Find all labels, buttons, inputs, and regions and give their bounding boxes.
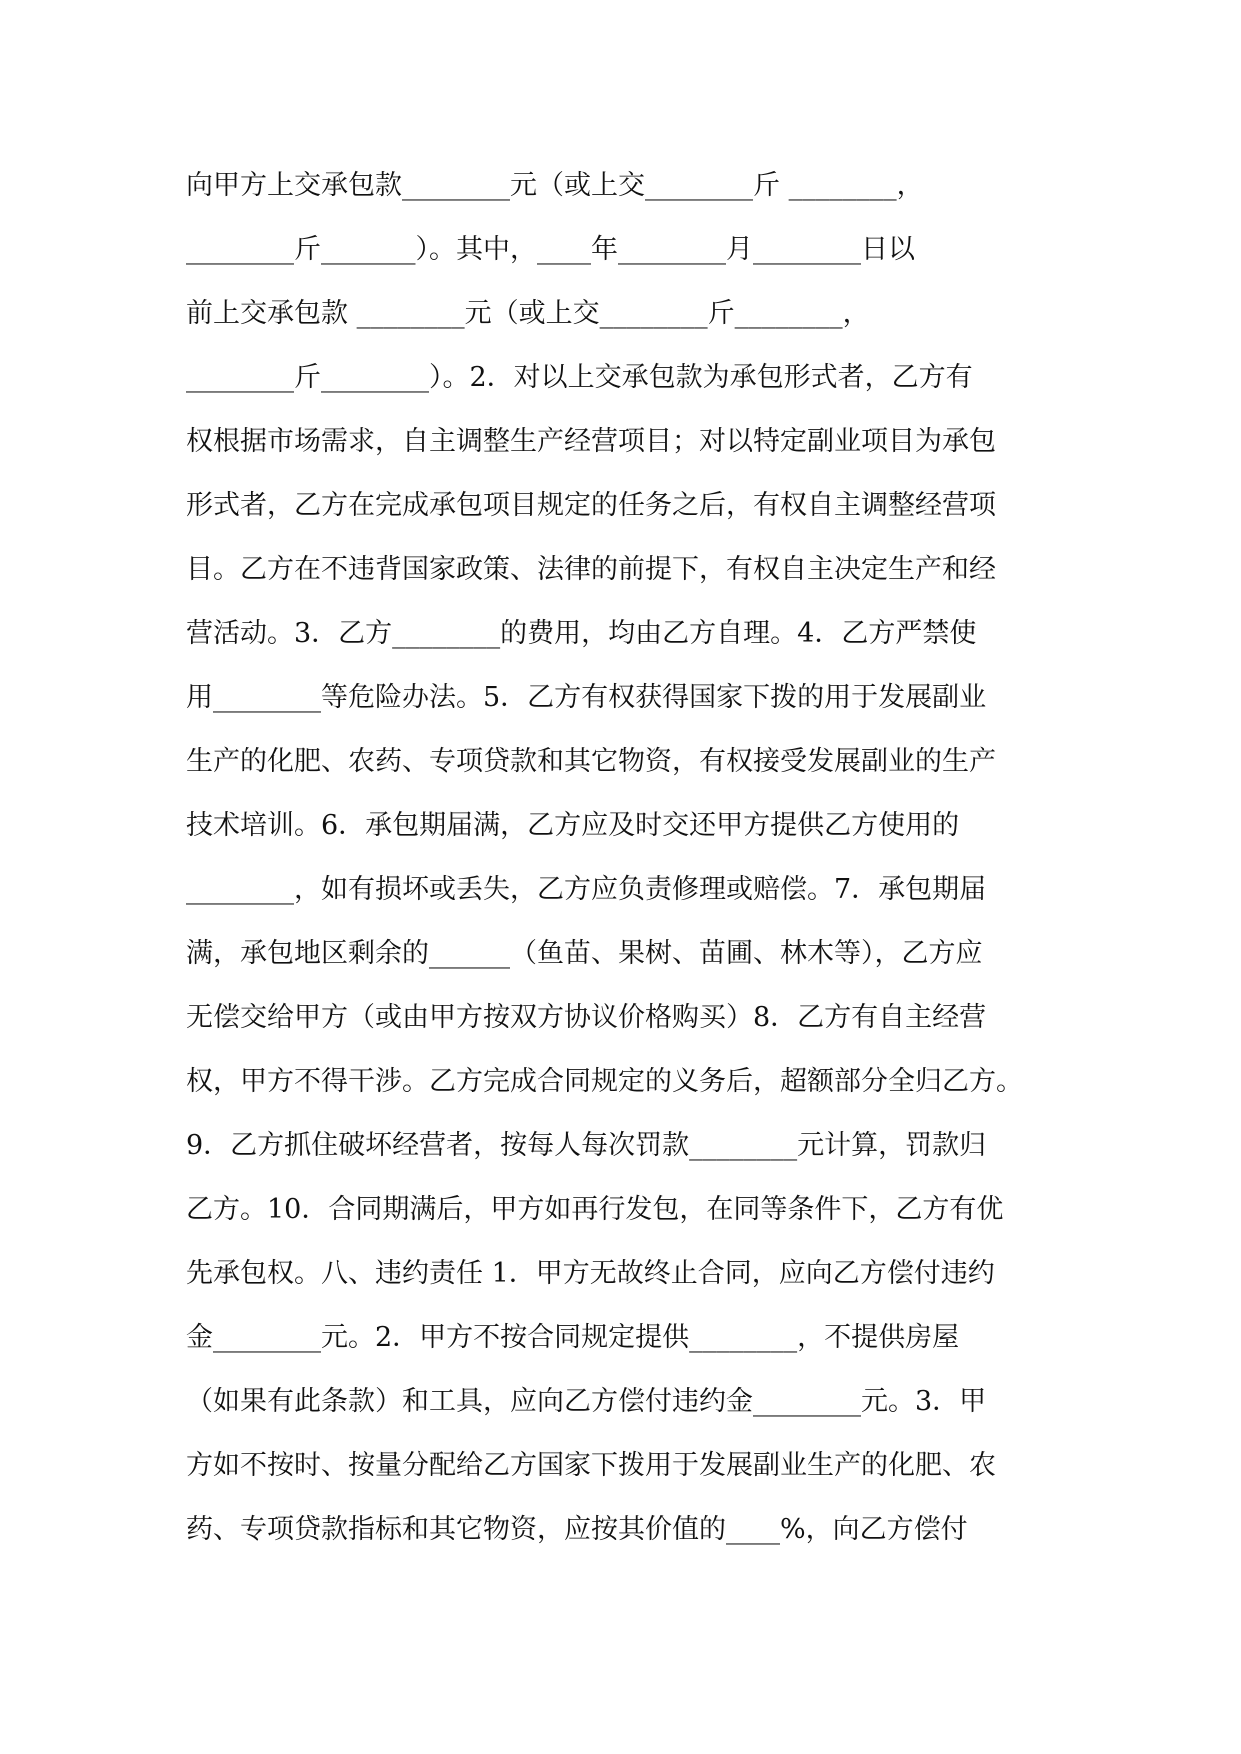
text-line: 用________等危险办法。5．乙方有权获得国家下拨的用于发展副业 <box>186 682 987 713</box>
text-line: 向甲方上交承包款________元（或上交________斤 ________， <box>186 170 924 201</box>
text-line: 药、专项贷款指标和其它物资，应按其价值的____%，向乙方偿付 <box>186 1514 968 1545</box>
text-line: ________，如有损坏或丢失，乙方应负责修理或赔偿。7．承包期届 <box>186 874 987 905</box>
text-line: 方如不按时、按量分配给乙方国家下拨用于发展副业生产的化肥、农 <box>186 1450 996 1481</box>
text-line: 技术培训。6．承包期届满，乙方应及时交还甲方提供乙方使用的 <box>186 810 960 841</box>
text-line: 9．乙方抓住破坏经营者，按每人每次罚款________元计算，罚款归 <box>186 1130 987 1161</box>
text-line: 生产的化肥、农药、专项贷款和其它物资，有权接受发展副业的生产 <box>186 746 996 777</box>
text-line: 权，甲方不得干涉。乙方完成合同规定的义务后，超额部分全归乙方。 <box>186 1066 1023 1097</box>
text-line: 权根据市场需求，自主调整生产经营项目；对以特定副业项目为承包 <box>186 426 996 457</box>
text-line: 无偿交给甲方（或由甲方按双方协议价格购买）8．乙方有自主经营 <box>186 1002 987 1033</box>
text-line: 先承包权。八、违约责任 1．甲方无故终止合同，应向乙方偿付违约 <box>186 1258 995 1289</box>
text-line: 形式者，乙方在完成承包项目规定的任务之后，有权自主调整经营项 <box>186 490 996 521</box>
text-line: ________斤_______）。其中，____年________月________日以 <box>186 234 915 265</box>
text-line: ________斤________）。2．对以上交承包款为承包形式者，乙方有 <box>186 362 973 393</box>
text-line: 满，承包地区剩余的______（鱼苗、果树、苗圃、林木等），乙方应 <box>186 938 983 969</box>
text-line: 目。乙方在不违背国家政策、法律的前提下，有权自主决定生产和经 <box>186 554 996 585</box>
text-line: 前上交承包款 ________元（或上交________斤________， <box>186 298 870 329</box>
text-line: 营活动。3．乙方________的费用，均由乙方自理。4．乙方严禁使 <box>186 618 977 649</box>
text-line: （如果有此条款）和工具，应向乙方偿付违约金________元。3．甲 <box>186 1386 987 1417</box>
document-body <box>186 154 1066 1562</box>
text-line: 金________元。2．甲方不按合同规定提供________，不提供房屋 <box>186 1322 960 1353</box>
text-line: 乙方。10．合同期满后，甲方如再行发包，在同等条件下，乙方有优 <box>186 1194 1004 1225</box>
